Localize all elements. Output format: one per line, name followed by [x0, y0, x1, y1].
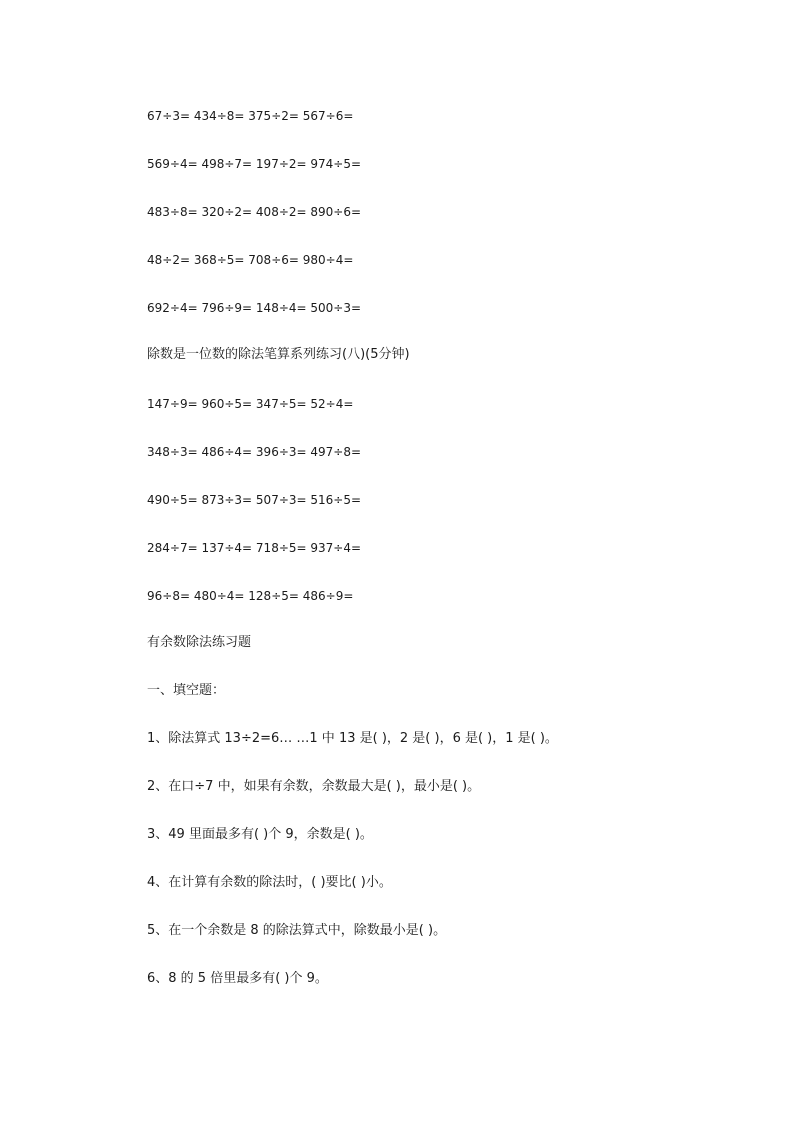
question-4: 4、在计算有余数的除法时，( )要比( )小。 [147, 875, 392, 890]
question-3: 3、49 里面最多有( )个 9，余数是( )。 [147, 827, 373, 842]
question-6: 6、8 的 5 倍里最多有( )个 9。 [147, 971, 328, 986]
question-5: 5、在一个余数是 8 的除法算式中，除数最小是( )。 [147, 923, 447, 938]
question-1: 1、除法算式 13÷2=6… …1 中 13 是( )，2 是( )，6 是( )，1 是( )。 [147, 731, 558, 746]
division-row-7: 348÷3= 486÷4= 396÷3= 497÷8= [147, 445, 362, 459]
fill-in-heading: 一、填空题： [147, 683, 226, 698]
division-row-10: 96÷8= 480÷4= 128÷5= 486÷9= [147, 589, 354, 603]
question-2: 2、在口÷7 中，如果有余数，余数最大是( )，最小是( )。 [147, 779, 481, 794]
division-row-1: 67÷3= 434÷8= 375÷2= 567÷6= [147, 109, 354, 123]
division-row-5: 692÷4= 796÷9= 148÷4= 500÷3= [147, 301, 362, 315]
division-row-8: 490÷5= 873÷3= 507÷3= 516÷5= [147, 493, 362, 507]
division-row-9: 284÷7= 137÷4= 718÷5= 937÷4= [147, 541, 362, 555]
section-heading-remainder: 有余数除法练习题 [147, 635, 252, 650]
division-row-3: 483÷8= 320÷2= 408÷2= 890÷6= [147, 205, 362, 219]
division-row-2: 569÷4= 498÷7= 197÷2= 974÷5= [147, 157, 362, 171]
division-row-6: 147÷9= 960÷5= 347÷5= 52÷4= [147, 397, 354, 411]
division-row-4: 48÷2= 368÷5= 708÷6= 980÷4= [147, 253, 354, 267]
section-heading-practice-8: 除数是一位数的除法笔算系列练习(八)(5分钟) [147, 347, 410, 362]
